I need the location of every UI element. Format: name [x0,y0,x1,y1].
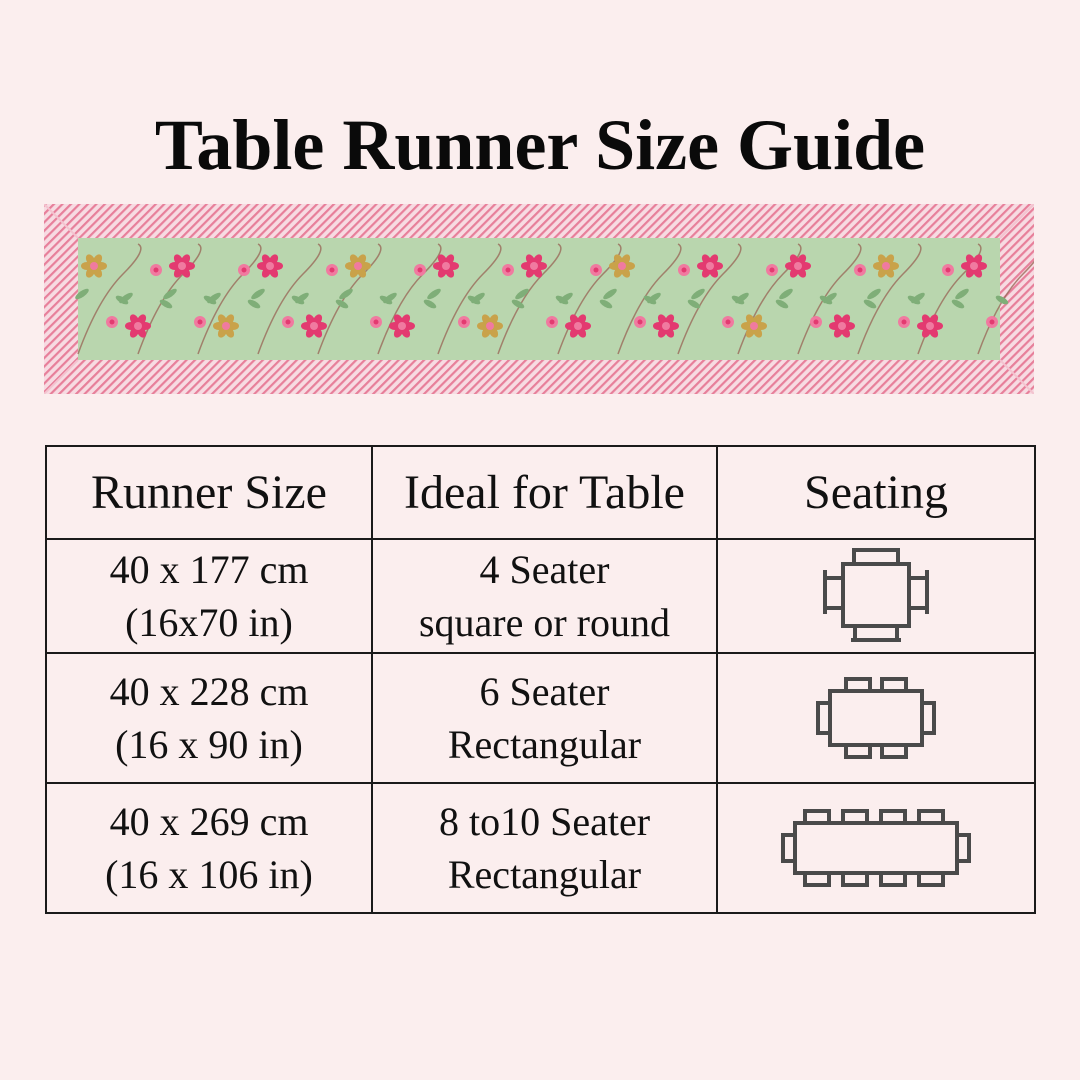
size-in: (16x70 in) [125,600,293,645]
table-header-row [46,446,1035,539]
table-row [46,539,1035,653]
seating-cell [717,783,1035,913]
runner-size-cell [46,653,372,783]
seating-cell [717,539,1035,653]
runner-size-cell [46,783,372,913]
size-cm: 40 x 177 cm [109,547,309,592]
page-title: Table Runner Size Guide [154,105,926,185]
six-seater-table-icon [816,677,936,759]
seater-count: 6 Seater [479,669,610,714]
seater-count: 8 to10 Seater [438,799,651,844]
table-row [46,653,1035,783]
table-runner-image [44,204,1034,394]
table-shape: square or round [418,600,671,645]
size-cm: 40 x 228 cm [109,669,309,714]
seater-count: 4 Seater [479,547,610,592]
table-shape: Rectangular [447,722,642,767]
runner-size-cell [46,539,372,653]
header-ideal-for-table: Ideal for Table [372,446,717,539]
four-seater-table-icon [821,548,931,644]
ten-seater-table-icon [781,809,971,887]
size-in: (16 x 106 in) [105,852,313,897]
size-guide-table [45,445,1036,914]
table-row [46,783,1035,913]
ideal-table-cell [372,539,717,653]
header-seating: Seating [717,446,1035,539]
table-shape: Rectangular [447,852,642,897]
ideal-table-cell [372,653,717,783]
ideal-table-cell [372,783,717,913]
size-cm: 40 x 269 cm [109,799,309,844]
seating-cell [717,653,1035,783]
header-runner-size: Runner Size [46,446,372,539]
size-in: (16 x 90 in) [115,722,303,767]
